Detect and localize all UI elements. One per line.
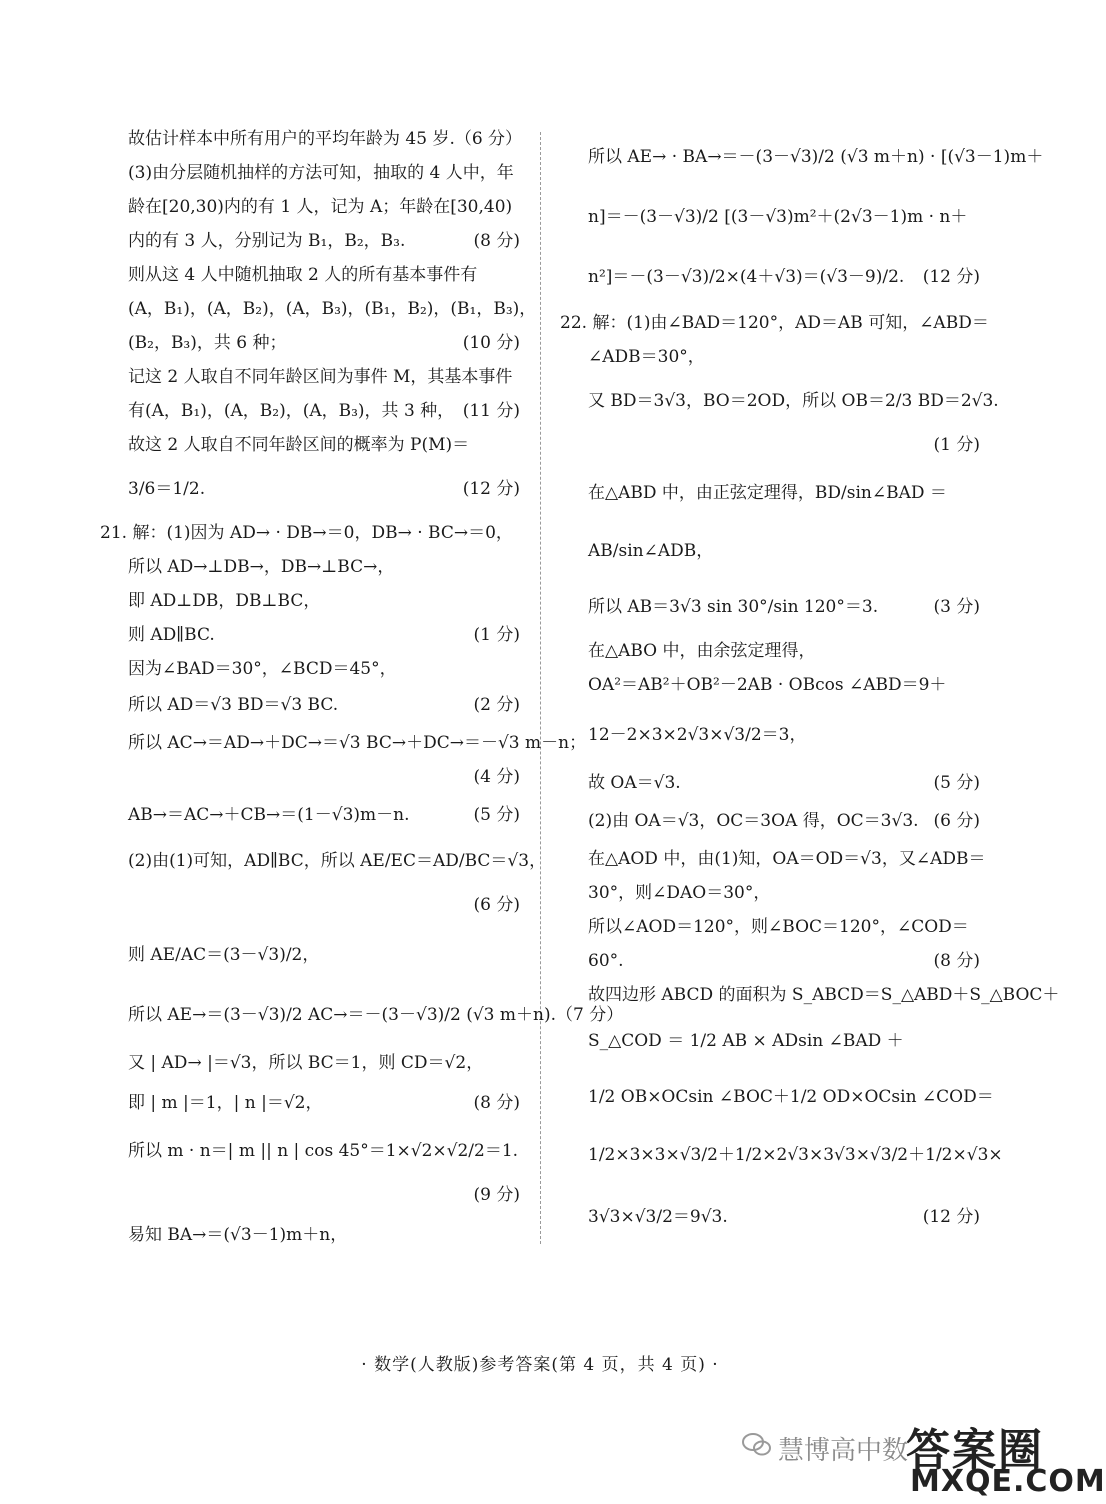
text-line: 即 AD⊥DB，DB⊥BC，	[128, 591, 321, 611]
text-line: 故估计样本中所有用户的平均年龄为 45 岁.（6 分）	[128, 129, 523, 149]
text-line: (A，B₁)，(A，B₂)，(A，B₃)，(B₁，B₂)，(B₁，B₃)，	[128, 299, 537, 319]
page-footer: · 数学(人教版)参考答案(第 4 页，共 4 页) ·	[361, 1355, 719, 1375]
text-line: 故四边形 ABCD 的面积为 S_ABCD＝S_△ABD＋S_△BOC＋	[588, 985, 1060, 1005]
text-line: 60°. (8 分)	[588, 951, 980, 971]
text-line: 故这 2 人取自不同年龄区间的概率为 P(M)＝	[128, 435, 470, 455]
watermark-logo: 答案圈	[906, 1425, 1044, 1476]
text-line: n]＝－(3－√3)/2 [(3－√3)m²＋(2√3－1)m · n＋	[588, 207, 968, 227]
text-line: 又 | AD→ |＝√3，所以 BC＝1，则 CD＝√2，	[128, 1053, 484, 1073]
text-line: 所以 m · n＝| m || n | cos 45°＝1×√2×√2/2＝1.	[128, 1141, 519, 1161]
text-line: 记这 2 人取自不同年龄区间为事件 M，其基本事件	[128, 367, 513, 387]
text-line: OA²＝AB²＋OB²－2AB · OBcos ∠ABD＝9＋	[588, 675, 947, 695]
text-line: 因为∠BAD＝30°，∠BCD＝45°，	[128, 659, 397, 679]
text-line: 1/2 OB×OCsin ∠BOC＋1/2 OD×OCsin ∠COD＝	[588, 1087, 994, 1107]
text-line: 在△AOD 中，由(1)知，OA＝OD＝√3，又∠ADB＝	[588, 849, 986, 869]
text-line: 3/6＝1/2. (12 分)	[128, 479, 520, 499]
text-line: (3)由分层随机抽样的方法可知，抽取的 4 人中，年	[128, 163, 514, 183]
text-line: (2)由(1)可知，AD∥BC，所以 AE/EC＝AD/BC＝√3，	[128, 851, 547, 871]
text-line: 30°，则∠DAO＝30°，	[588, 883, 771, 903]
text-line: (2)由 OA＝√3，OC＝3OA 得，OC＝3√3. (6 分)	[588, 811, 980, 831]
text-line: 故 OA＝√3. (5 分)	[588, 773, 980, 793]
text-line: n²]＝－(3－√3)/2×(4＋√3)＝(√3－9)/2. (12 分)	[588, 267, 980, 287]
text-line: 龄在[20,30)内的有 1 人，记为 A；年龄在[30,40)	[128, 197, 513, 217]
text-line: 内的有 3 人，分别记为 B₁，B₂，B₃. (8 分)	[128, 231, 520, 251]
text-line: 则从这 4 人中随机抽取 2 人的所有基本事件有	[128, 265, 478, 285]
text-line: 在△ABD 中，由正弦定理得，BD/sin∠BAD ＝	[588, 483, 947, 503]
question-22-start: 22. 解：(1)由∠BAD＝120°，AD＝AB 可知，∠ABD＝	[560, 313, 989, 333]
text-line: 所以 AE→ · BA→＝－(3－√3)/2 (√3 m＋n) · [(√3－1)m＋	[588, 147, 1044, 167]
question-21-start: 21. 解：(1)因为 AD→ · DB→＝0，DB→ · BC→＝0，	[100, 523, 513, 543]
text-line: 即 | m |＝1，| n |＝√2， (8 分)	[128, 1093, 520, 1113]
text-line: AB→＝AC→＋CB→＝(1－√3)m－n. (5 分)	[128, 805, 520, 825]
wechat-icon	[742, 1432, 772, 1458]
text-line: 所以 AB＝3√3 sin 30°/sin 120°＝3. (3 分)	[588, 597, 980, 617]
text-line: 易知 BA→＝(√3－1)m＋n，	[128, 1225, 348, 1245]
text-line: ∠ADB＝30°，	[588, 347, 705, 367]
text-line: 则 AD∥BC. (1 分)	[128, 625, 520, 645]
text-line: AB/sin∠ADB，	[588, 541, 714, 561]
text-line: 所以∠AOD＝120°，则∠BOC＝120°，∠COD＝	[588, 917, 969, 937]
text-line: 在△ABO 中，由余弦定理得，	[588, 641, 816, 661]
text-line: 12－2×3×2√3×√3/2＝3，	[588, 725, 807, 745]
text-line: 所以 AC→＝AD→＋DC→＝√3 BC→＋DC→＝－√3 m－n；	[128, 733, 587, 753]
text-line: 则 AE/AC＝(3－√3)/2，	[128, 945, 320, 965]
text-line: S_△COD ＝ 1/2 AB × ADsin ∠BAD ＋	[588, 1031, 904, 1051]
watermark-account: 慧博高中数	[778, 1436, 909, 1466]
text-line: 所以 AD＝√3 BD＝√3 BC. (2 分)	[128, 695, 520, 715]
watermark-site: MXQE.COM	[910, 1464, 1106, 1499]
text-line: 3√3×√3/2＝9√3. (12 分)	[588, 1207, 980, 1227]
column-divider	[540, 132, 541, 1244]
text-line: 1/2×3×3×√3/2＋1/2×2√3×3√3×√3/2＋1/2×√3×	[588, 1145, 1003, 1165]
text-line: 所以 AD→⊥DB→，DB→⊥BC→，	[128, 557, 395, 577]
text-line: 有(A，B₁)，(A，B₂)，(A，B₃)，共 3 种， (11 分)	[128, 401, 520, 421]
watermark	[738, 1412, 1106, 1502]
text-line: 又 BD＝3√3，BO＝2OD，所以 OB＝2/3 BD＝2√3.	[588, 391, 999, 411]
text-line: (B₂，B₃)，共 6 种； (10 分)	[128, 333, 520, 353]
text-line: 所以 AE→＝(3－√3)/2 AC→＝－(3－√3)/2 (√3 m＋n).（7 分）	[128, 1005, 624, 1025]
